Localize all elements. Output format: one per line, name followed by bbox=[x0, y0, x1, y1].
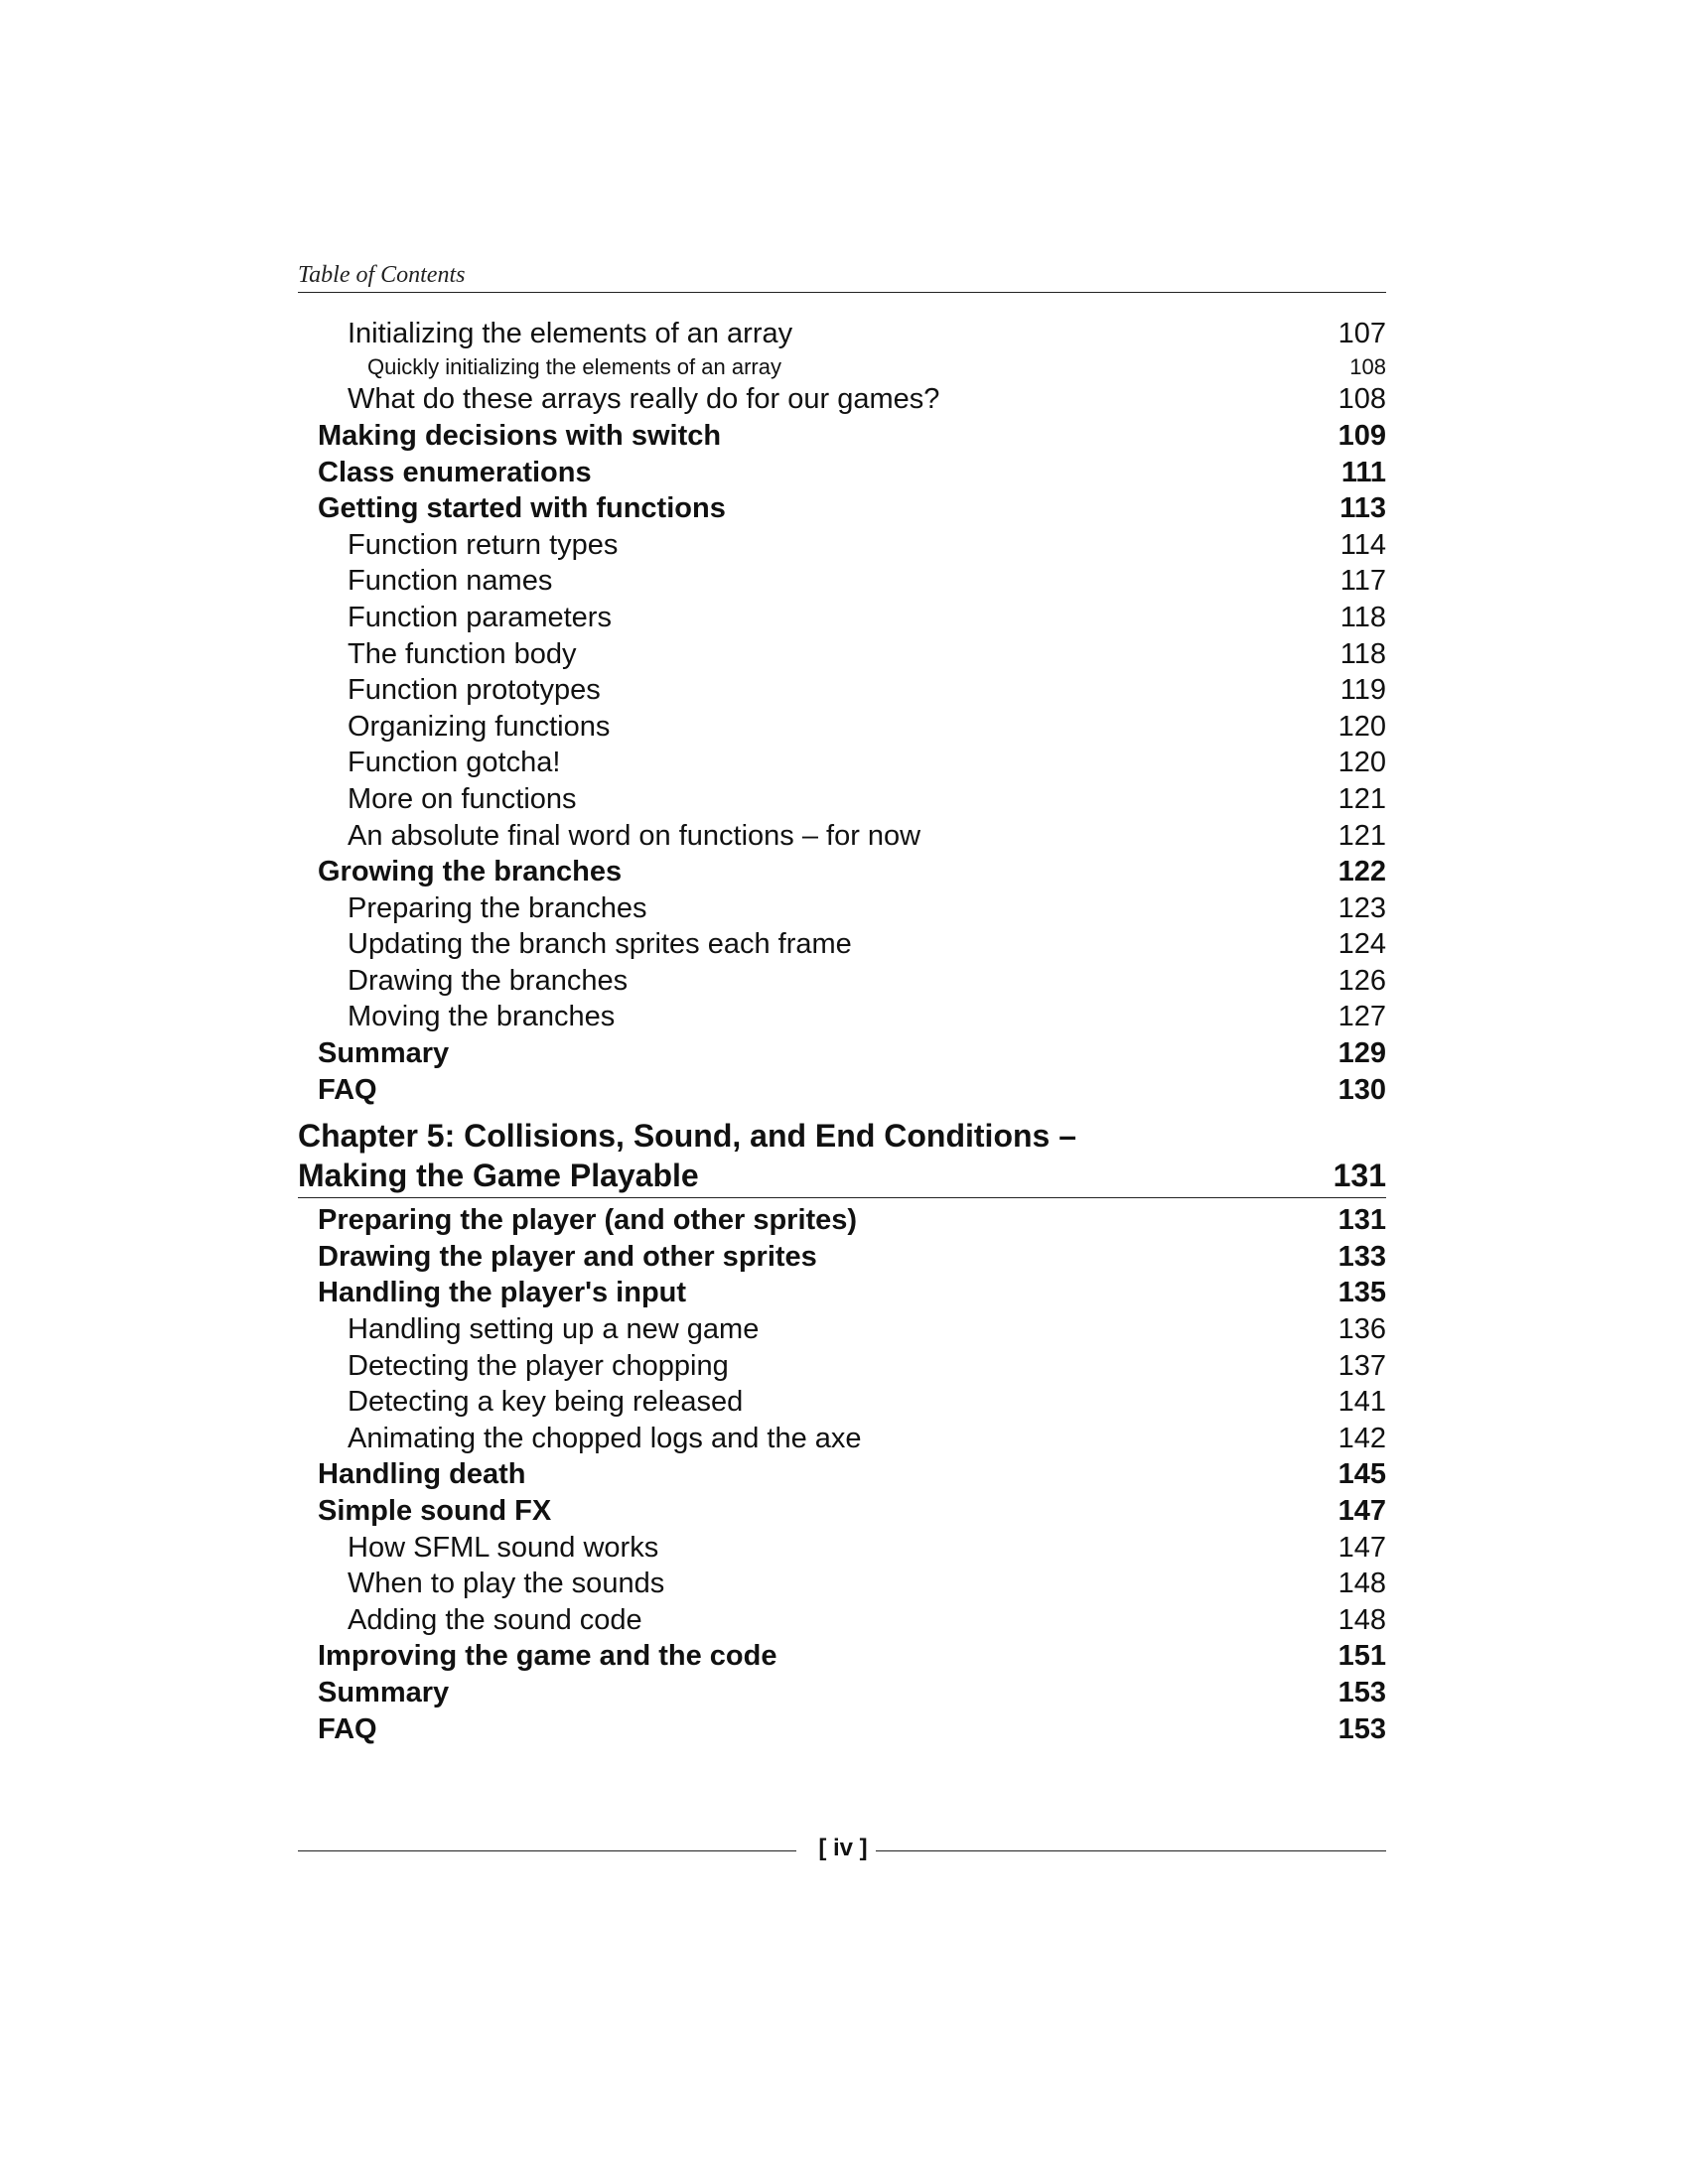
toc-entry-page: 147 bbox=[1337, 1531, 1386, 1564]
toc-entry-page: 151 bbox=[1337, 1640, 1386, 1673]
toc-entry-title: Animating the chopped logs and the axe bbox=[348, 1422, 862, 1454]
page-footer bbox=[298, 1833, 1386, 1868]
toc-entry-page: 121 bbox=[1337, 819, 1386, 852]
toc-entry-title: Improving the game and the code bbox=[318, 1640, 777, 1673]
toc-entry[interactable] bbox=[298, 1421, 1386, 1457]
toc-entry-title: Getting started with functions bbox=[318, 492, 726, 525]
toc-entry-title: The function body bbox=[348, 637, 577, 670]
toc-entry-page: 108 bbox=[1349, 353, 1386, 379]
toc-entry[interactable] bbox=[298, 1311, 1386, 1348]
toc-entry[interactable] bbox=[298, 672, 1386, 709]
footer-rule-right bbox=[876, 1850, 1386, 1851]
toc-entry-title: Updating the branch sprites each frame bbox=[348, 928, 852, 961]
toc-entry-title: Simple sound FX bbox=[318, 1495, 552, 1528]
footer-rule-left bbox=[298, 1850, 796, 1851]
toc-entry-title: Function parameters bbox=[348, 601, 612, 633]
toc-entry[interactable] bbox=[298, 1566, 1386, 1602]
toc-entry-page: 107 bbox=[1337, 317, 1386, 349]
toc-entry[interactable] bbox=[298, 527, 1386, 564]
toc-entry[interactable] bbox=[298, 382, 1386, 419]
chapter-title-line-2: Making the Game Playable bbox=[298, 1158, 699, 1194]
toc-entry-page: 147 bbox=[1337, 1495, 1386, 1528]
toc-entry[interactable] bbox=[298, 963, 1386, 1000]
chapter-heading-line-2 bbox=[298, 1156, 1386, 1195]
toc-entry-page: 133 bbox=[1337, 1240, 1386, 1273]
toc-entry[interactable] bbox=[298, 352, 1386, 382]
toc-entry-page: 148 bbox=[1337, 1568, 1386, 1600]
toc-entry-title: Summary bbox=[318, 1676, 450, 1708]
toc-entry-page: 127 bbox=[1337, 1001, 1386, 1033]
toc-entry[interactable] bbox=[298, 418, 1386, 455]
toc-entry-title: FAQ bbox=[318, 1712, 377, 1745]
toc-entry[interactable] bbox=[298, 1457, 1386, 1494]
toc-entry-page: 117 bbox=[1339, 565, 1386, 598]
chapter-heading-line-1 bbox=[298, 1116, 1386, 1156]
toc-entry-title: More on functions bbox=[348, 782, 577, 815]
toc-entry[interactable] bbox=[298, 316, 1386, 352]
toc-entry-page: 111 bbox=[1340, 456, 1386, 488]
toc-entry-page: 153 bbox=[1337, 1676, 1386, 1708]
toc-entry[interactable] bbox=[298, 636, 1386, 673]
toc-entry-title: Making decisions with switch bbox=[318, 419, 722, 452]
toc-entry-title: What do these arrays really do for our games? bbox=[348, 383, 940, 416]
toc-entry-page: 141 bbox=[1337, 1386, 1386, 1419]
toc-entry-page: 137 bbox=[1337, 1349, 1386, 1382]
toc-entry-page: 142 bbox=[1337, 1422, 1386, 1454]
toc-entry-page: 120 bbox=[1337, 710, 1386, 743]
toc-entry[interactable] bbox=[298, 746, 1386, 782]
toc-entry-page: 136 bbox=[1337, 1313, 1386, 1346]
toc-entry[interactable] bbox=[298, 927, 1386, 964]
toc-entry-page: 108 bbox=[1337, 383, 1386, 416]
table-of-contents bbox=[298, 316, 1386, 1747]
toc-entry-title: An absolute final word on functions – for now bbox=[348, 819, 921, 852]
toc-entry-page: 121 bbox=[1337, 782, 1386, 815]
toc-entry-title: Function gotcha! bbox=[348, 747, 561, 779]
toc-entry[interactable] bbox=[298, 1711, 1386, 1748]
toc-entry-title: Detecting a key being released bbox=[348, 1386, 744, 1419]
toc-entry[interactable] bbox=[298, 1202, 1386, 1239]
toc-entry[interactable] bbox=[298, 781, 1386, 818]
toc-entry-title: Summary bbox=[318, 1037, 450, 1070]
toc-entry[interactable] bbox=[298, 1000, 1386, 1036]
toc-entry[interactable] bbox=[298, 564, 1386, 601]
toc-entry[interactable] bbox=[298, 455, 1386, 491]
footer-page-number: [ iv ] bbox=[818, 1835, 868, 1861]
toc-entry[interactable] bbox=[298, 490, 1386, 527]
toc-entry-title: Handling the player's input bbox=[318, 1277, 687, 1309]
toc-entry-title: Function names bbox=[348, 565, 553, 598]
toc-entry[interactable] bbox=[298, 1530, 1386, 1567]
toc-entry[interactable] bbox=[298, 600, 1386, 636]
toc-entry-page: 131 bbox=[1337, 1204, 1386, 1237]
toc-entry-page: 118 bbox=[1339, 601, 1386, 633]
toc-entry-page: 126 bbox=[1337, 964, 1386, 997]
toc-entry[interactable] bbox=[298, 1384, 1386, 1421]
toc-entry-title: Drawing the branches bbox=[348, 964, 629, 997]
toc-entry[interactable] bbox=[298, 1602, 1386, 1639]
toc-entry-page: 109 bbox=[1337, 419, 1386, 452]
toc-section-before bbox=[298, 316, 1386, 1108]
toc-entry-page: 153 bbox=[1337, 1712, 1386, 1745]
toc-entry-title: How SFML sound works bbox=[348, 1531, 659, 1564]
toc-entry-page: 120 bbox=[1337, 747, 1386, 779]
toc-entry-page: 130 bbox=[1337, 1073, 1386, 1106]
toc-entry-title: Handling setting up a new game bbox=[348, 1313, 760, 1346]
toc-entry[interactable] bbox=[298, 1675, 1386, 1711]
toc-entry-title: Class enumerations bbox=[318, 456, 592, 488]
toc-entry-page: 118 bbox=[1339, 637, 1386, 670]
toc-entry-title: Moving the branches bbox=[348, 1001, 616, 1033]
toc-entry[interactable] bbox=[298, 818, 1386, 855]
chapter-page-number: 131 bbox=[1333, 1158, 1386, 1194]
toc-entry-title: Drawing the player and other sprites bbox=[318, 1240, 817, 1273]
toc-entry-page: 114 bbox=[1339, 528, 1386, 561]
toc-entry-title: Initializing the elements of an array bbox=[348, 317, 793, 349]
toc-entry-title: Function prototypes bbox=[348, 674, 601, 707]
toc-entry[interactable] bbox=[298, 1072, 1386, 1109]
toc-entry[interactable] bbox=[298, 1493, 1386, 1530]
running-header bbox=[298, 260, 1386, 293]
toc-entry[interactable] bbox=[298, 709, 1386, 746]
toc-entry-page: 124 bbox=[1337, 928, 1386, 961]
toc-entry-title: Function return types bbox=[348, 528, 619, 561]
toc-entry-page: 148 bbox=[1337, 1603, 1386, 1636]
toc-entry-title: Organizing functions bbox=[348, 710, 611, 743]
toc-entry-title: Preparing the player (and other sprites) bbox=[318, 1204, 858, 1237]
toc-entry-title: Quickly initializing the elements of an array bbox=[367, 353, 781, 379]
toc-entry-title: Detecting the player chopping bbox=[348, 1349, 729, 1382]
toc-entry-page: 113 bbox=[1339, 492, 1386, 525]
toc-entry-title: FAQ bbox=[318, 1073, 377, 1106]
toc-entry[interactable] bbox=[298, 854, 1386, 890]
chapter-heading[interactable] bbox=[298, 1116, 1386, 1198]
running-header-title: Table of Contents bbox=[298, 262, 466, 288]
toc-entry-title: Preparing the branches bbox=[348, 891, 647, 924]
toc-entry[interactable] bbox=[298, 1348, 1386, 1385]
toc-entry-page: 129 bbox=[1337, 1037, 1386, 1070]
toc-entry-title: Handling death bbox=[318, 1458, 526, 1491]
toc-entry[interactable] bbox=[298, 1639, 1386, 1676]
toc-entry[interactable] bbox=[298, 1035, 1386, 1072]
toc-entry[interactable] bbox=[298, 890, 1386, 927]
toc-section-after bbox=[298, 1202, 1386, 1747]
toc-entry-page: 123 bbox=[1337, 891, 1386, 924]
toc-entry[interactable] bbox=[298, 1276, 1386, 1312]
toc-entry[interactable] bbox=[298, 1239, 1386, 1276]
toc-entry-title: When to play the sounds bbox=[348, 1568, 665, 1600]
toc-entry-page: 145 bbox=[1337, 1458, 1386, 1491]
toc-entry-title: Growing the branches bbox=[318, 856, 623, 888]
toc-entry-title: Adding the sound code bbox=[348, 1603, 642, 1636]
toc-entry-page: 122 bbox=[1337, 856, 1386, 888]
toc-entry-page: 135 bbox=[1337, 1277, 1386, 1309]
toc-entry-page: 119 bbox=[1339, 674, 1386, 707]
chapter-title-line-1: Chapter 5: Collisions, Sound, and End Conditions – bbox=[298, 1118, 1077, 1155]
